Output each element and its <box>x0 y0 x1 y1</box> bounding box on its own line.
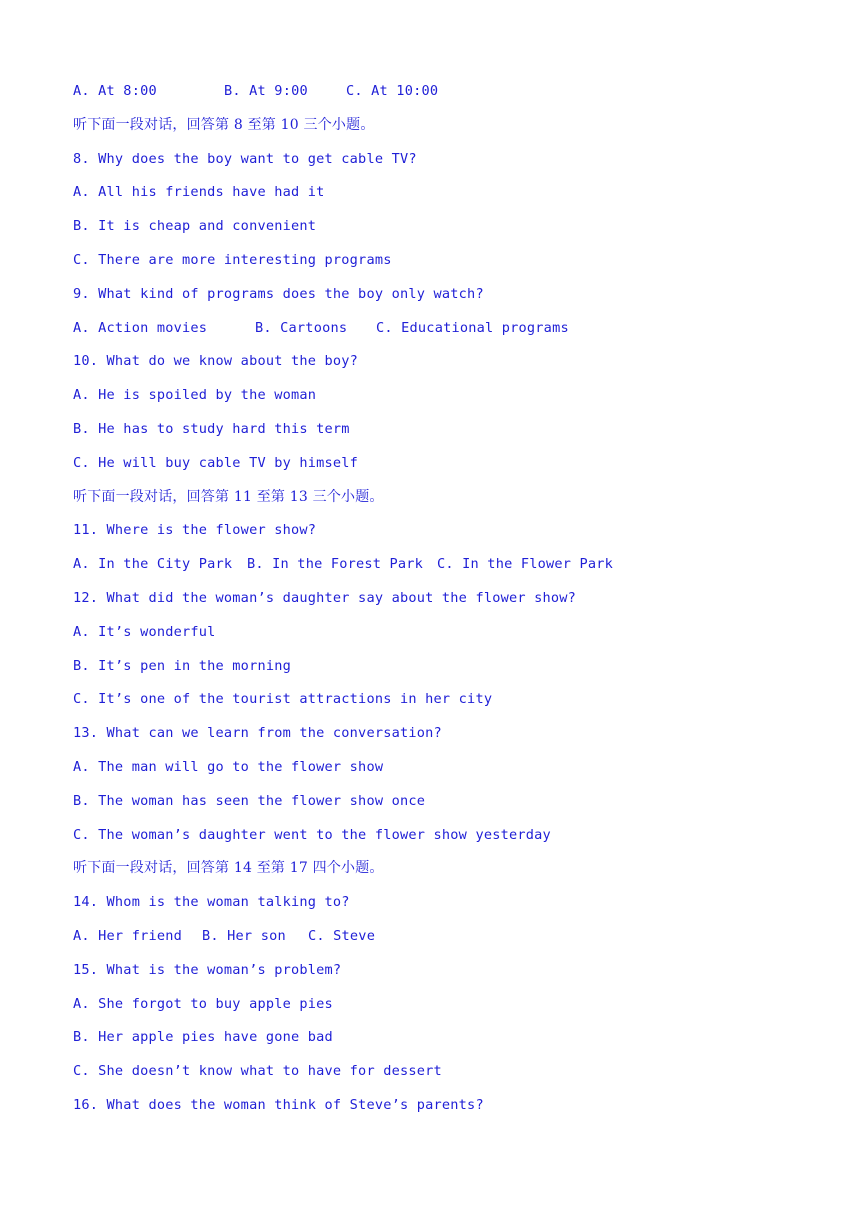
q14-options-line <box>73 925 833 959</box>
q15-option-c: C. She doesn’t know what to have for dessert <box>73 1063 442 1080</box>
instruction-11-13: 听下面一段对话，回答第 11 至第 13 三个小题。 <box>73 488 384 505</box>
q7-options-line <box>73 80 833 114</box>
q10-option-a: A. He is spoiled by the woman <box>73 387 317 404</box>
q11-options-line <box>73 553 833 587</box>
q7-option-c: C. At 10:00 <box>346 83 439 99</box>
q8-option-c: C. There are more interesting programs <box>73 251 392 268</box>
q11-option-a: A. In the City Park <box>73 556 233 573</box>
exam-page <box>73 80 833 1128</box>
q12-question: 12. What did the woman’s daughter say about the flower show? <box>73 589 577 606</box>
q8-option-b: B. It is cheap and convenient <box>73 218 317 235</box>
q13-option-a: A. The man will go to the flower show <box>73 758 384 775</box>
q12-option-c: C. It’s one of the tourist attractions in her city <box>73 691 493 708</box>
q10-option-c: C. He will buy cable TV by himself <box>73 454 359 471</box>
q15-option-b: B. Her apple pies have gone bad <box>73 1029 333 1046</box>
q8-question: 8. Why does the boy want to get cable TV? <box>73 150 417 167</box>
q11-option-b: B. In the Forest Park <box>247 556 424 573</box>
q15-question: 15. What is the woman’s problem? <box>73 961 342 978</box>
q9-option-c: C. Educational programs <box>376 319 569 336</box>
q12-option-a: A. It’s wonderful <box>73 623 216 640</box>
q14-option-c: C. Steve <box>308 927 376 944</box>
q14-option-b: B. Her son <box>202 927 286 944</box>
q9-option-a: A. Action movies <box>73 319 208 336</box>
q7-option-a: A. At 8:00 <box>73 83 157 99</box>
q11-question: 11. Where is the flower show? <box>73 522 317 539</box>
q8-option-a: A. All his friends have had it <box>73 184 325 201</box>
q12-option-b: B. It’s pen in the morning <box>73 657 291 674</box>
q13-option-b: B. The woman has seen the flower show once <box>73 792 426 809</box>
instruction-8-10: 听下面一段对话，回答第 8 至第 10 三个小题。 <box>73 116 375 133</box>
q7-option-b: B. At 9:00 <box>224 83 308 99</box>
q11-option-c: C. In the Flower Park <box>437 556 614 573</box>
q9-option-b: B. Cartoons <box>255 319 348 336</box>
q10-option-b: B. He has to study hard this term <box>73 420 350 437</box>
q9-question: 9. What kind of programs does the boy only watch? <box>73 285 484 302</box>
q16-question: 16. What does the woman think of Steve’s parents? <box>73 1096 484 1113</box>
q15-option-a: A. She forgot to buy apple pies <box>73 995 333 1012</box>
q9-options-line <box>73 317 833 351</box>
q14-option-a: A. Her friend <box>73 927 182 944</box>
q14-question: 14. Whom is the woman talking to? <box>73 894 350 911</box>
instruction-14-17: 听下面一段对话，回答第 14 至第 17 四个小题。 <box>73 860 384 877</box>
q10-question: 10. What do we know about the boy? <box>73 353 359 370</box>
q13-question: 13. What can we learn from the conversation? <box>73 725 442 742</box>
q13-option-c: C. The woman’s daughter went to the flower show yesterday <box>73 826 551 843</box>
